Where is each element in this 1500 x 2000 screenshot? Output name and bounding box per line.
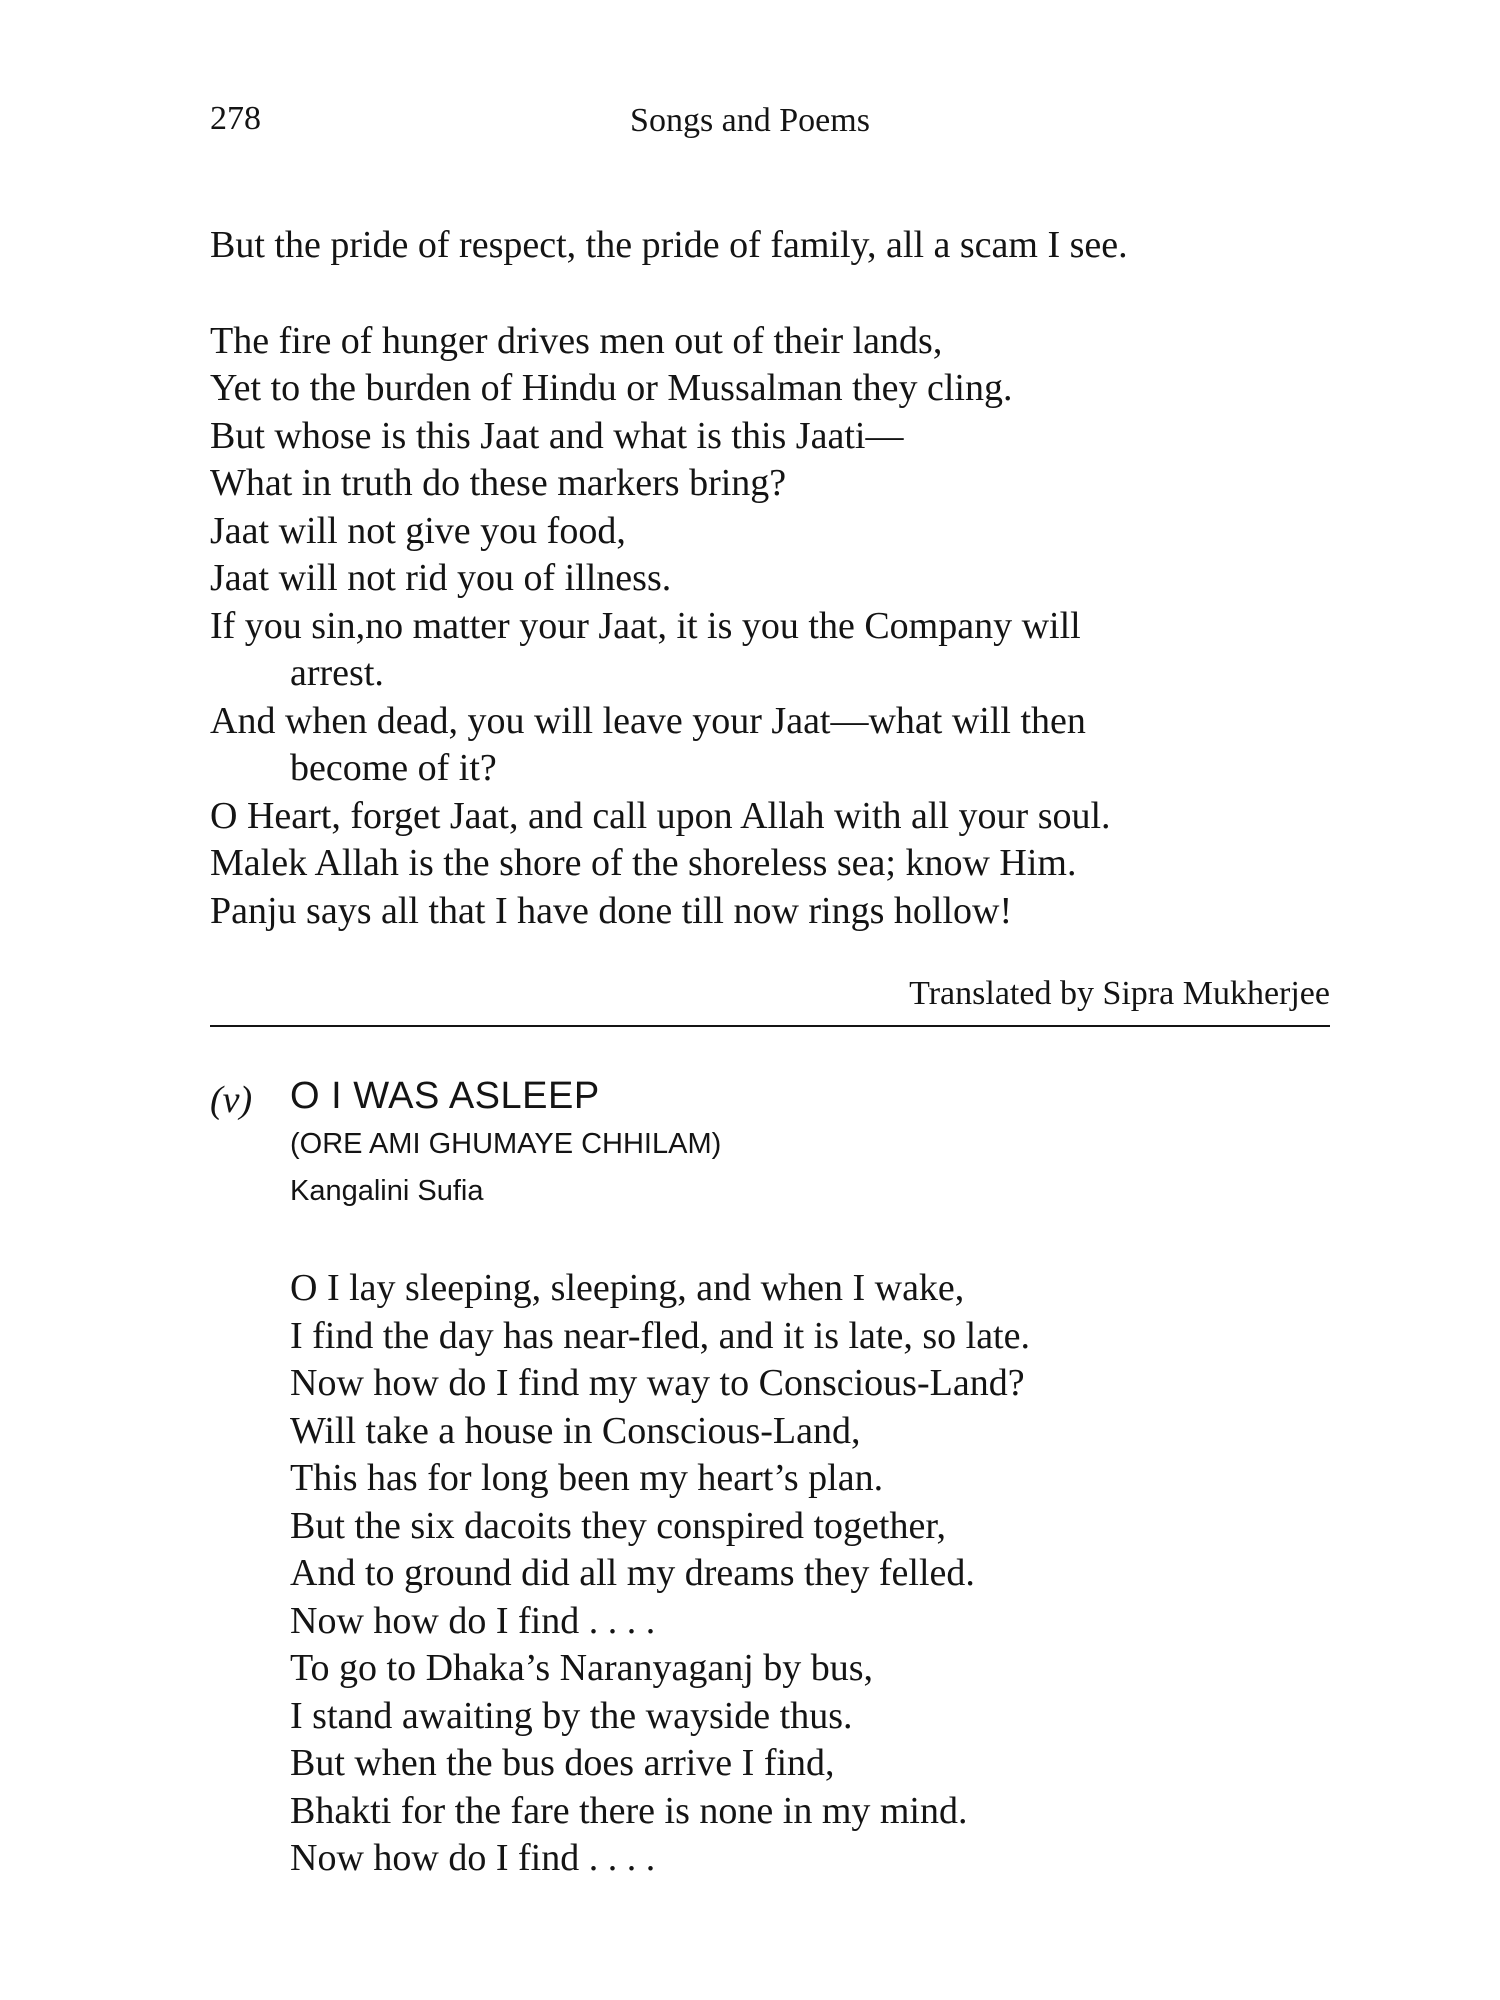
poem-line: Malek Allah is the shore of the shoreless sea; know Him.	[210, 842, 1077, 884]
poem-line-continuation: become of it?	[290, 747, 497, 789]
poem-line: O Heart, forget Jaat, and call upon Allah with all your soul.	[210, 794, 1111, 837]
poem-title: O I WAS ASLEEP	[290, 1075, 600, 1117]
poem-line: Now how do I find . . . .	[290, 1837, 656, 1879]
poem-line: But the six dacoits they conspired together,	[290, 1504, 946, 1547]
poem-line: Now how do I find . . . .	[290, 1599, 656, 1642]
poem-line: If you sin,no matter your Jaat, it is you the Company will	[210, 604, 1081, 647]
poem-line: Will take a house in Conscious-Land,	[290, 1409, 861, 1452]
poem-v-text	[290, 1265, 1370, 1883]
translator-credit: Translated by Sipra Mukherjee	[909, 975, 1330, 1012]
poem-line: To go to Dhaka’s Naranyaganj by bus,	[290, 1647, 874, 1689]
section-number: (v)	[210, 1079, 253, 1121]
book-title: Songs and Poems	[630, 102, 870, 139]
poem-line: Jaat will not rid you of illness.	[210, 557, 672, 599]
poem-line: Bhakti for the fare there is none in my mind.	[290, 1789, 968, 1832]
poem-line: And to ground did all my dreams they felled.	[290, 1552, 975, 1594]
poem-line: Panju says all that I have done till now rings hollow!	[210, 889, 1013, 932]
poem-line: And when dead, you will leave your Jaat—what will then	[210, 699, 1086, 742]
poem-line: But whose is this Jaat and what is this Jaati—	[210, 414, 904, 457]
poem-author: Kangalini Sufia	[290, 1175, 484, 1207]
poem-line: But when the bus does arrive I find,	[290, 1742, 835, 1784]
page-number: 278	[210, 100, 261, 137]
poem-line: Yet to the burden of Hindu or Mussalman they cling.	[210, 367, 1013, 409]
poem-line: Now how do I find my way to Conscious-Land?	[290, 1362, 1025, 1404]
poem-line: I find the day has near-fled, and it is late, so late.	[290, 1314, 1030, 1357]
poem-line: I stand awaiting by the wayside thus.	[290, 1694, 853, 1737]
poem-iv-text	[210, 222, 1360, 935]
poem-subtitle: (ORE AMI GHUMAYE CHHILAM)	[290, 1128, 722, 1160]
poem-line: What in truth do these markers bring?	[210, 462, 787, 504]
poem-line: The fire of hunger drives men out of their lands,	[210, 319, 943, 362]
running-head	[0, 100, 1500, 150]
poem-line: But the pride of respect, the pride of family, all a scam I see.	[210, 224, 1128, 266]
section-divider	[210, 1025, 1330, 1027]
poem-line: Jaat will not give you food,	[210, 509, 626, 552]
poem-line: This has for long been my heart’s plan.	[290, 1457, 884, 1499]
poem-line: O I lay sleeping, sleeping, and when I wake,	[290, 1267, 965, 1309]
poem-line-continuation: arrest.	[290, 652, 384, 694]
